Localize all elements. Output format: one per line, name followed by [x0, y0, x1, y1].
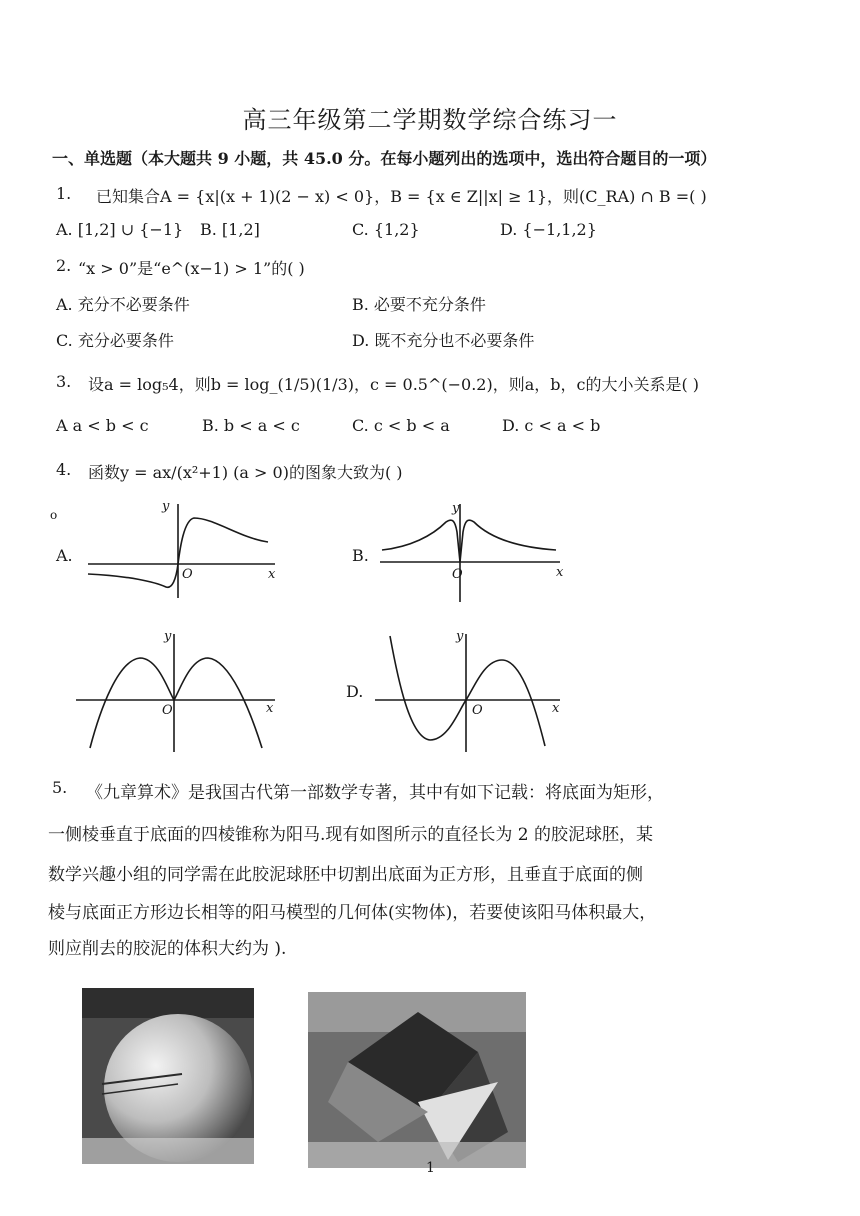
q1-option-d: D. {−1,1,2}	[500, 220, 597, 239]
q1-number: 1.	[56, 184, 72, 203]
q2-option-b: B. 必要不充分条件	[352, 295, 486, 314]
q2-option-a: A. 充分不必要条件	[56, 295, 190, 314]
q5-line-2: 一侧棱垂直于底面的四棱锥称为阳马.现有如图所示的直径长为 2 的胶泥球胚，某	[48, 825, 654, 845]
q5-line-3: 数学兴趣小组的同学需在此胶泥球胚中切割出底面为正方形，且垂直于底面的侧	[48, 865, 643, 885]
section-heading: 一、单选题（本大题共 9 小题，共 45.0 分。在每小题列出的选项中，选出符合题目的一项）	[52, 149, 717, 168]
graph-a-label: A.	[56, 546, 73, 565]
q4-stem: 函数y = ax/(x²+1) (a > 0)的图象大致为( )	[88, 463, 403, 482]
q1-option-a: A. [1,2] ∪ {−1}	[56, 220, 184, 239]
page-title: 高三年级第二学期数学综合练习一	[242, 106, 618, 134]
page-number: 1	[426, 1160, 435, 1176]
q2-number: 2.	[56, 256, 72, 275]
yangma-model-photo	[308, 992, 526, 1168]
graph-b-y-label: y	[452, 501, 460, 516]
q3-stem: 设a = log₅4，则b = log_(1/5)(1/3)，c = 0.5^(−0.2)，则a，b，c的大小关系是( )	[88, 375, 700, 394]
q4-graphs	[0, 490, 860, 760]
graph-d-label: D.	[346, 682, 364, 701]
graph-c-x-label: x	[266, 701, 274, 716]
q3-option-d: D. c < a < b	[502, 416, 601, 435]
q3-number: 3.	[56, 372, 72, 391]
q5-line-5: 则应削去的胶泥的体积大约为 ).	[48, 939, 287, 959]
q2-stem: “x > 0”是“e^(x−1) > 1”的( )	[78, 259, 305, 278]
q1-stem: 已知集合A = {x|(x + 1)(2 − x) < 0}，B = {x ∈ Z||x| ≥ 1}，则(C_RA) ∩ B =( )	[96, 187, 707, 206]
graph-c-origin: O	[162, 703, 173, 718]
graph-d-x-label: x	[552, 701, 560, 716]
q5-line-4: 棱与底面正方形边长相等的阳马模型的几何体(实物体)，若要使该阳马体积最大，	[48, 903, 657, 923]
q2-option-c: C. 充分必要条件	[56, 331, 174, 350]
graph-a-origin: O	[182, 567, 193, 582]
graph-d-y-label: y	[456, 629, 464, 644]
graph-b-origin: O	[452, 567, 463, 582]
graph-d-curve	[390, 636, 545, 746]
graph-a-y-label: y	[162, 499, 170, 514]
q5-line-1: 《九章算术》是我国古代第一部数学专著，其中有如下记载：将底面为矩形，	[86, 783, 664, 803]
q4-mark: o	[50, 508, 58, 522]
q3-option-a: A a < b < c	[56, 416, 149, 435]
q5-number: 5.	[52, 778, 68, 797]
clay-sphere-photo	[82, 988, 254, 1164]
graph-b-x-label: x	[556, 565, 564, 580]
graph-b-label: B.	[352, 546, 369, 565]
graph-d-origin: O	[472, 703, 483, 718]
graph-c-y-label: y	[164, 629, 172, 644]
q3-option-b: B. b < a < c	[202, 416, 300, 435]
q3-option-c: C. c < b < a	[352, 416, 450, 435]
q4-number: 4.	[56, 460, 72, 479]
q2-option-d: D. 既不充分也不必要条件	[352, 331, 535, 350]
q1-option-b: B. [1,2]	[200, 220, 260, 239]
graph-b-curve	[382, 520, 556, 562]
graph-c-curve	[90, 658, 262, 748]
graph-a-x-label: x	[268, 567, 276, 582]
q1-option-c: C. {1,2}	[352, 220, 420, 239]
